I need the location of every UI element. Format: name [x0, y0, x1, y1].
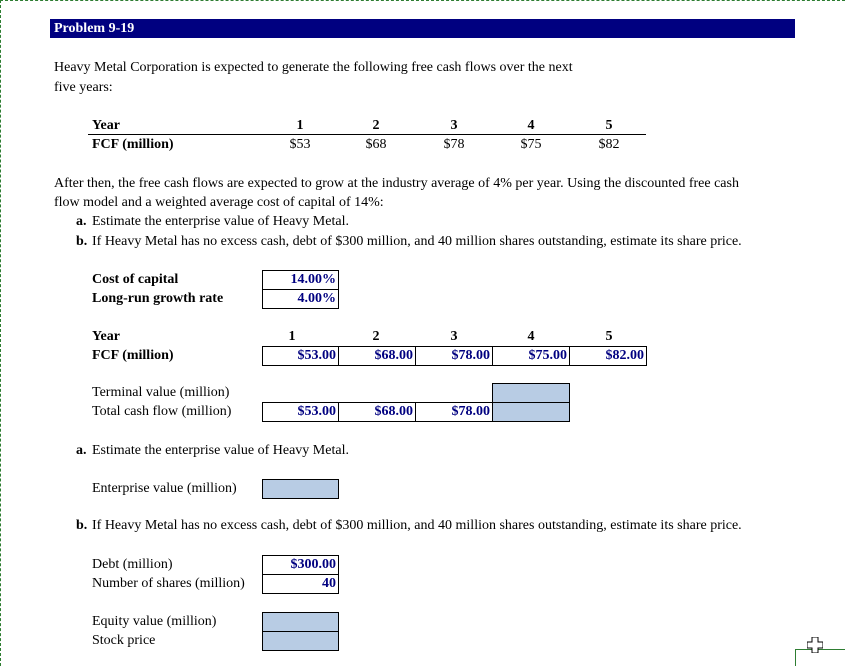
table2-fcf-cell[interactable]: $53.00: [262, 346, 339, 366]
table1-fcf-cell: $53: [289, 137, 311, 152]
table1-fcf-cell: $68: [365, 137, 387, 152]
part-b-letter: b.: [76, 518, 88, 533]
terminal-value-answer-cell[interactable]: [492, 383, 570, 403]
table1-year-label: Year: [92, 118, 120, 133]
table1-fcf-cell: $75: [520, 137, 542, 152]
table1-year-cell: 2: [372, 118, 380, 133]
table1-year-cell: 5: [605, 118, 613, 133]
problem-line-1: After then, the free cash flows are expected to grow at the industry average of 4% per year. Using the discounted free cash: [54, 176, 739, 191]
table2-year-cell: 3: [450, 329, 458, 344]
table2-fcf-label: FCF (million): [92, 348, 174, 363]
total-cash-flow-cell[interactable]: $68.00: [338, 402, 416, 422]
terminal-value-label: Terminal value (million): [92, 385, 230, 400]
cost-of-capital-label: Cost of capital: [92, 272, 179, 287]
cost-of-capital-cell[interactable]: 14.00%: [262, 270, 339, 290]
debt-label: Debt (million): [92, 557, 173, 572]
equity-value-label: Equity value (million): [92, 614, 217, 629]
table1-fcf-cell: $82: [598, 137, 620, 152]
table2-fcf-cell[interactable]: $82.00: [569, 346, 647, 366]
total-cash-flow-label: Total cash flow (million): [92, 404, 232, 419]
part-a-letter: a.: [76, 443, 87, 458]
table1-year-cell: 4: [527, 118, 535, 133]
growth-rate-cell[interactable]: 4.00%: [262, 289, 339, 309]
enterprise-value-label: Enterprise value (million): [92, 481, 237, 496]
equity-value-answer-cell[interactable]: [262, 612, 339, 632]
problem-line-2: flow model and a weighted average cost of capital of 14%:: [54, 195, 384, 210]
part-b-text: If Heavy Metal has no excess cash, debt of $300 million, and 40 million shares outstanding, estimate its share price.: [92, 518, 742, 533]
question-b-letter: b.: [76, 234, 88, 249]
intro-line-2: five years:: [54, 80, 113, 95]
debt-cell[interactable]: $300.00: [262, 555, 339, 575]
stock-price-label: Stock price: [92, 633, 156, 648]
cell-cursor-icon: [807, 637, 823, 653]
table1-fcf-cell: $78: [443, 137, 465, 152]
intro-line-1: Heavy Metal Corporation is expected to generate the following free cash flows over the next: [54, 60, 573, 75]
sheet-border-left: [0, 0, 1, 666]
problem-title: Problem 9-19: [50, 19, 795, 38]
question-a-text: Estimate the enterprise value of Heavy Metal.: [92, 214, 349, 229]
sheet-border-top: [0, 0, 845, 1]
shares-label: Number of shares (million): [92, 576, 245, 591]
shares-cell[interactable]: 40: [262, 574, 339, 594]
total-cash-flow-cell[interactable]: $78.00: [415, 402, 493, 422]
table1-divider: [88, 134, 646, 135]
table2-year-cell: 2: [372, 329, 380, 344]
table2-fcf-cell[interactable]: $78.00: [415, 346, 493, 366]
question-a-letter: a.: [76, 214, 87, 229]
table2-fcf-cell[interactable]: $68.00: [338, 346, 416, 366]
total-cash-flow-answer-cell[interactable]: [492, 402, 570, 422]
table2-year-cell: 1: [288, 329, 296, 344]
question-b-text: If Heavy Metal has no excess cash, debt of $300 million, and 40 million shares outstanding, estimate its share price.: [92, 234, 742, 249]
table2-fcf-cell[interactable]: $75.00: [492, 346, 570, 366]
table2-year-label: Year: [92, 329, 120, 344]
table2-year-cell: 4: [527, 329, 535, 344]
table2-year-cell: 5: [605, 329, 613, 344]
table1-year-cell: 3: [450, 118, 458, 133]
table1-fcf-label: FCF (million): [92, 137, 174, 152]
growth-rate-label: Long-run growth rate: [92, 291, 224, 306]
total-cash-flow-cell[interactable]: $53.00: [262, 402, 339, 422]
enterprise-value-answer-cell[interactable]: [262, 479, 339, 499]
part-a-text: Estimate the enterprise value of Heavy Metal.: [92, 443, 349, 458]
table1-year-cell: 1: [296, 118, 304, 133]
stock-price-answer-cell[interactable]: [262, 631, 339, 651]
